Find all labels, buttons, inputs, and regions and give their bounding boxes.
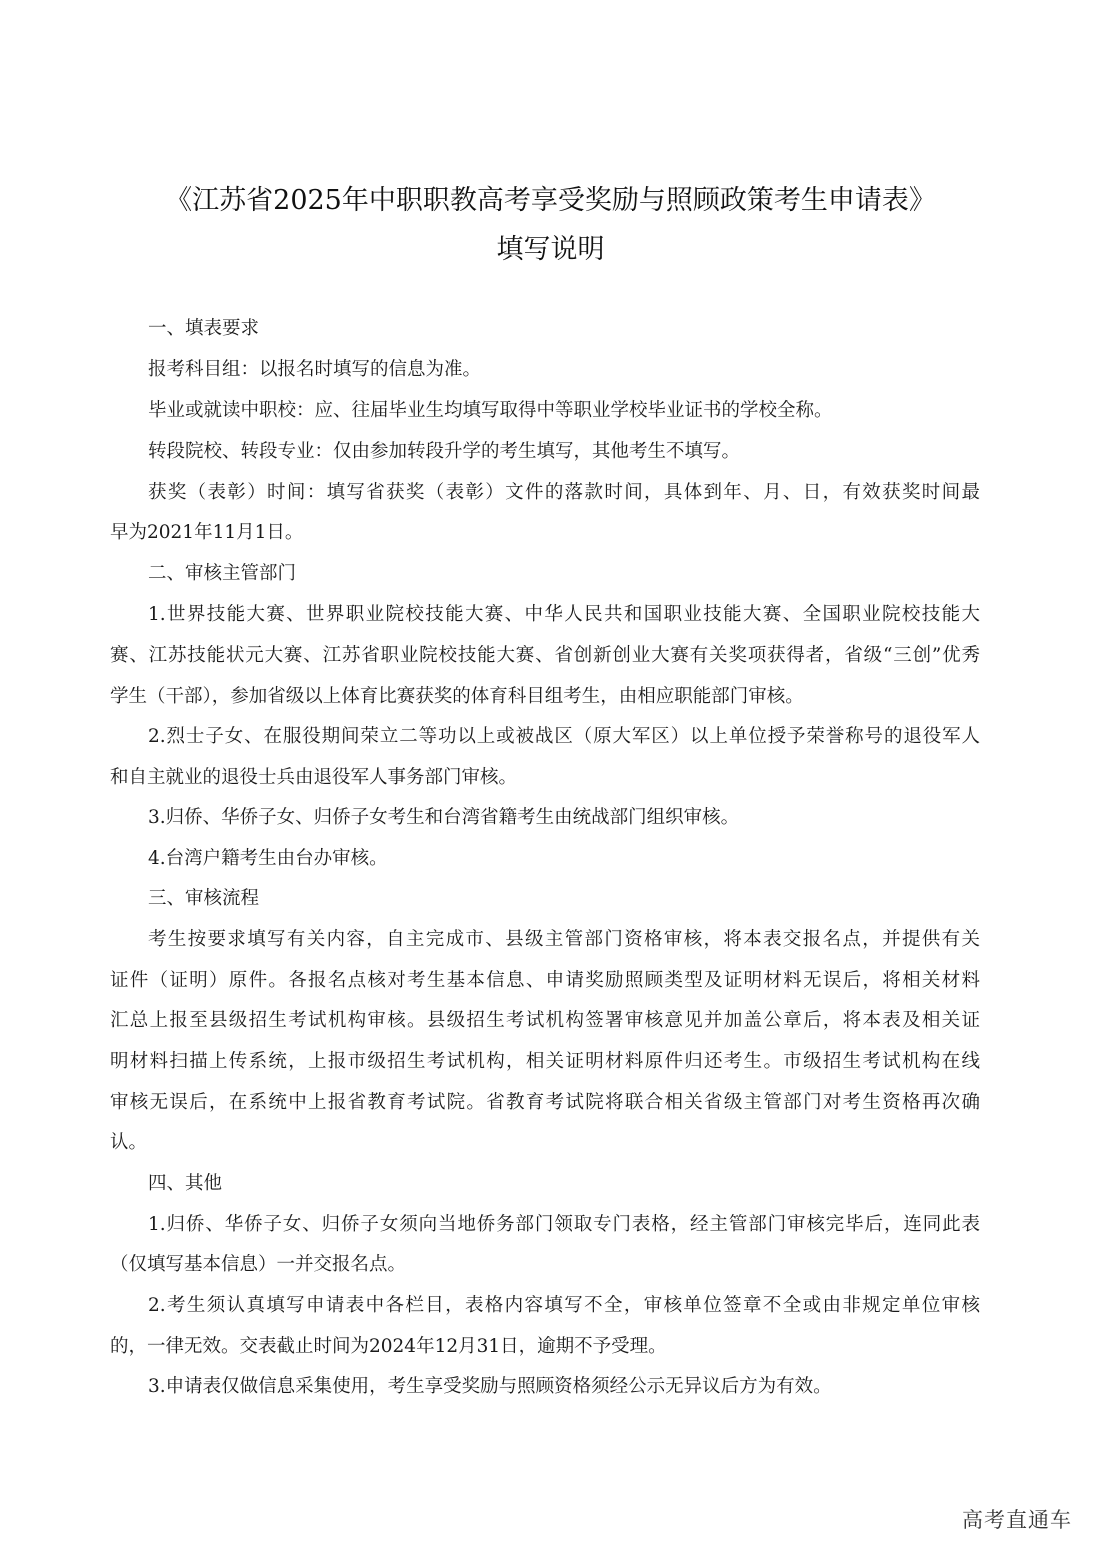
paragraph-line: 报考科目组：以报名时填写的信息为准。 <box>148 359 482 380</box>
paragraph-line: 早为2021年11月1日。 <box>110 522 304 543</box>
paragraph-line: 4.台湾户籍考生由台办审核。 <box>148 848 388 869</box>
paragraph-line: （仅填写基本信息）一并交报名点。 <box>110 1254 407 1275</box>
paragraph-line: 明材料扫描上传系统，上报市级招生考试机构，相关证明材料原件归还考生。市级招生考试机构在线 <box>110 1051 980 1072</box>
paragraph-line: 证件（证明）原件。各报名点核对考生基本信息、申请奖励照顾类型及证明材料无误后，将相关材料 <box>110 970 980 991</box>
paragraph-line: 1.归侨、华侨子女、归侨子女须向当地侨务部门领取专门表格，经主管部门审核完毕后，连同此表 <box>148 1214 980 1235</box>
paragraph-line: 汇总上报至县级招生考试机构审核。县级招生考试机构签署审核意见并加盖公章后，将本表及相关证 <box>110 1010 980 1031</box>
document-title: 《江苏省2025年中职职教高考享受奖励与照顾政策考生申请表》 <box>165 185 936 216</box>
paragraph-line: 1.世界技能大赛、世界职业院校技能大赛、中华人民共和国职业技能大赛、全国职业院校技能大 <box>148 604 980 625</box>
paragraph-line: 认。 <box>110 1132 148 1153</box>
paragraph-line: 和自主就业的退役士兵由退役军人事务部门审核。 <box>110 767 518 788</box>
paragraph-line: 的，一律无效。交表截止时间为2024年12月31日，逾期不予受理。 <box>110 1336 667 1357</box>
paragraph-line: 审核无误后，在系统中上报省教育考试院。省教育考试院将联合相关省级主管部门对考生资格再次确 <box>110 1092 980 1113</box>
section-heading-other: 四、其他 <box>148 1173 223 1194</box>
section-heading-process: 三、审核流程 <box>148 888 260 909</box>
section-heading-departments: 二、审核主管部门 <box>148 563 297 584</box>
paragraph-line: 3.归侨、华侨子女、归侨子女考生和台湾省籍考生由统战部门组织审核。 <box>148 807 740 828</box>
paragraph-line: 学生（干部），参加省级以上体育比赛获奖的体育科目组考生，由相应职能部门审核。 <box>110 686 804 707</box>
section-heading-requirements: 一、填表要求 <box>148 318 260 339</box>
paragraph-line: 2.考生须认真填写申请表中各栏目，表格内容填写不全，审核单位签章不全或由非规定单位审核 <box>148 1295 980 1316</box>
watermark-text: 高考直通车 <box>962 1508 1072 1532</box>
paragraph-line: 考生按要求填写有关内容，自主完成市、县级主管部门资格审核，将本表交报名点，并提供有关 <box>148 929 980 950</box>
document-subtitle: 填写说明 <box>496 234 605 265</box>
paragraph-line: 转段院校、转段专业：仅由参加转段升学的考生填写，其他考生不填写。 <box>148 441 741 462</box>
paragraph-line: 获奖（表彰）时间：填写省获奖（表彰）文件的落款时间，具体到年、月、日，有效获奖时间最 <box>148 482 980 503</box>
paragraph-line: 毕业或就读中职校：应、往届毕业生均填写取得中等职业学校毕业证书的学校全称。 <box>148 400 833 421</box>
paragraph-line: 3.申请表仅做信息采集使用，考生享受奖励与照顾资格须经公示无异议后方为有效。 <box>148 1376 832 1397</box>
paragraph-line: 2.烈士子女、在服役期间荣立二等功以上或被战区（原大军区）以上单位授予荣誉称号的退役军人 <box>148 726 980 747</box>
paragraph-line: 赛、江苏技能状元大赛、江苏省职业院校技能大赛、省创新创业大赛有关奖项获得者，省级“三创”优秀 <box>110 645 980 666</box>
